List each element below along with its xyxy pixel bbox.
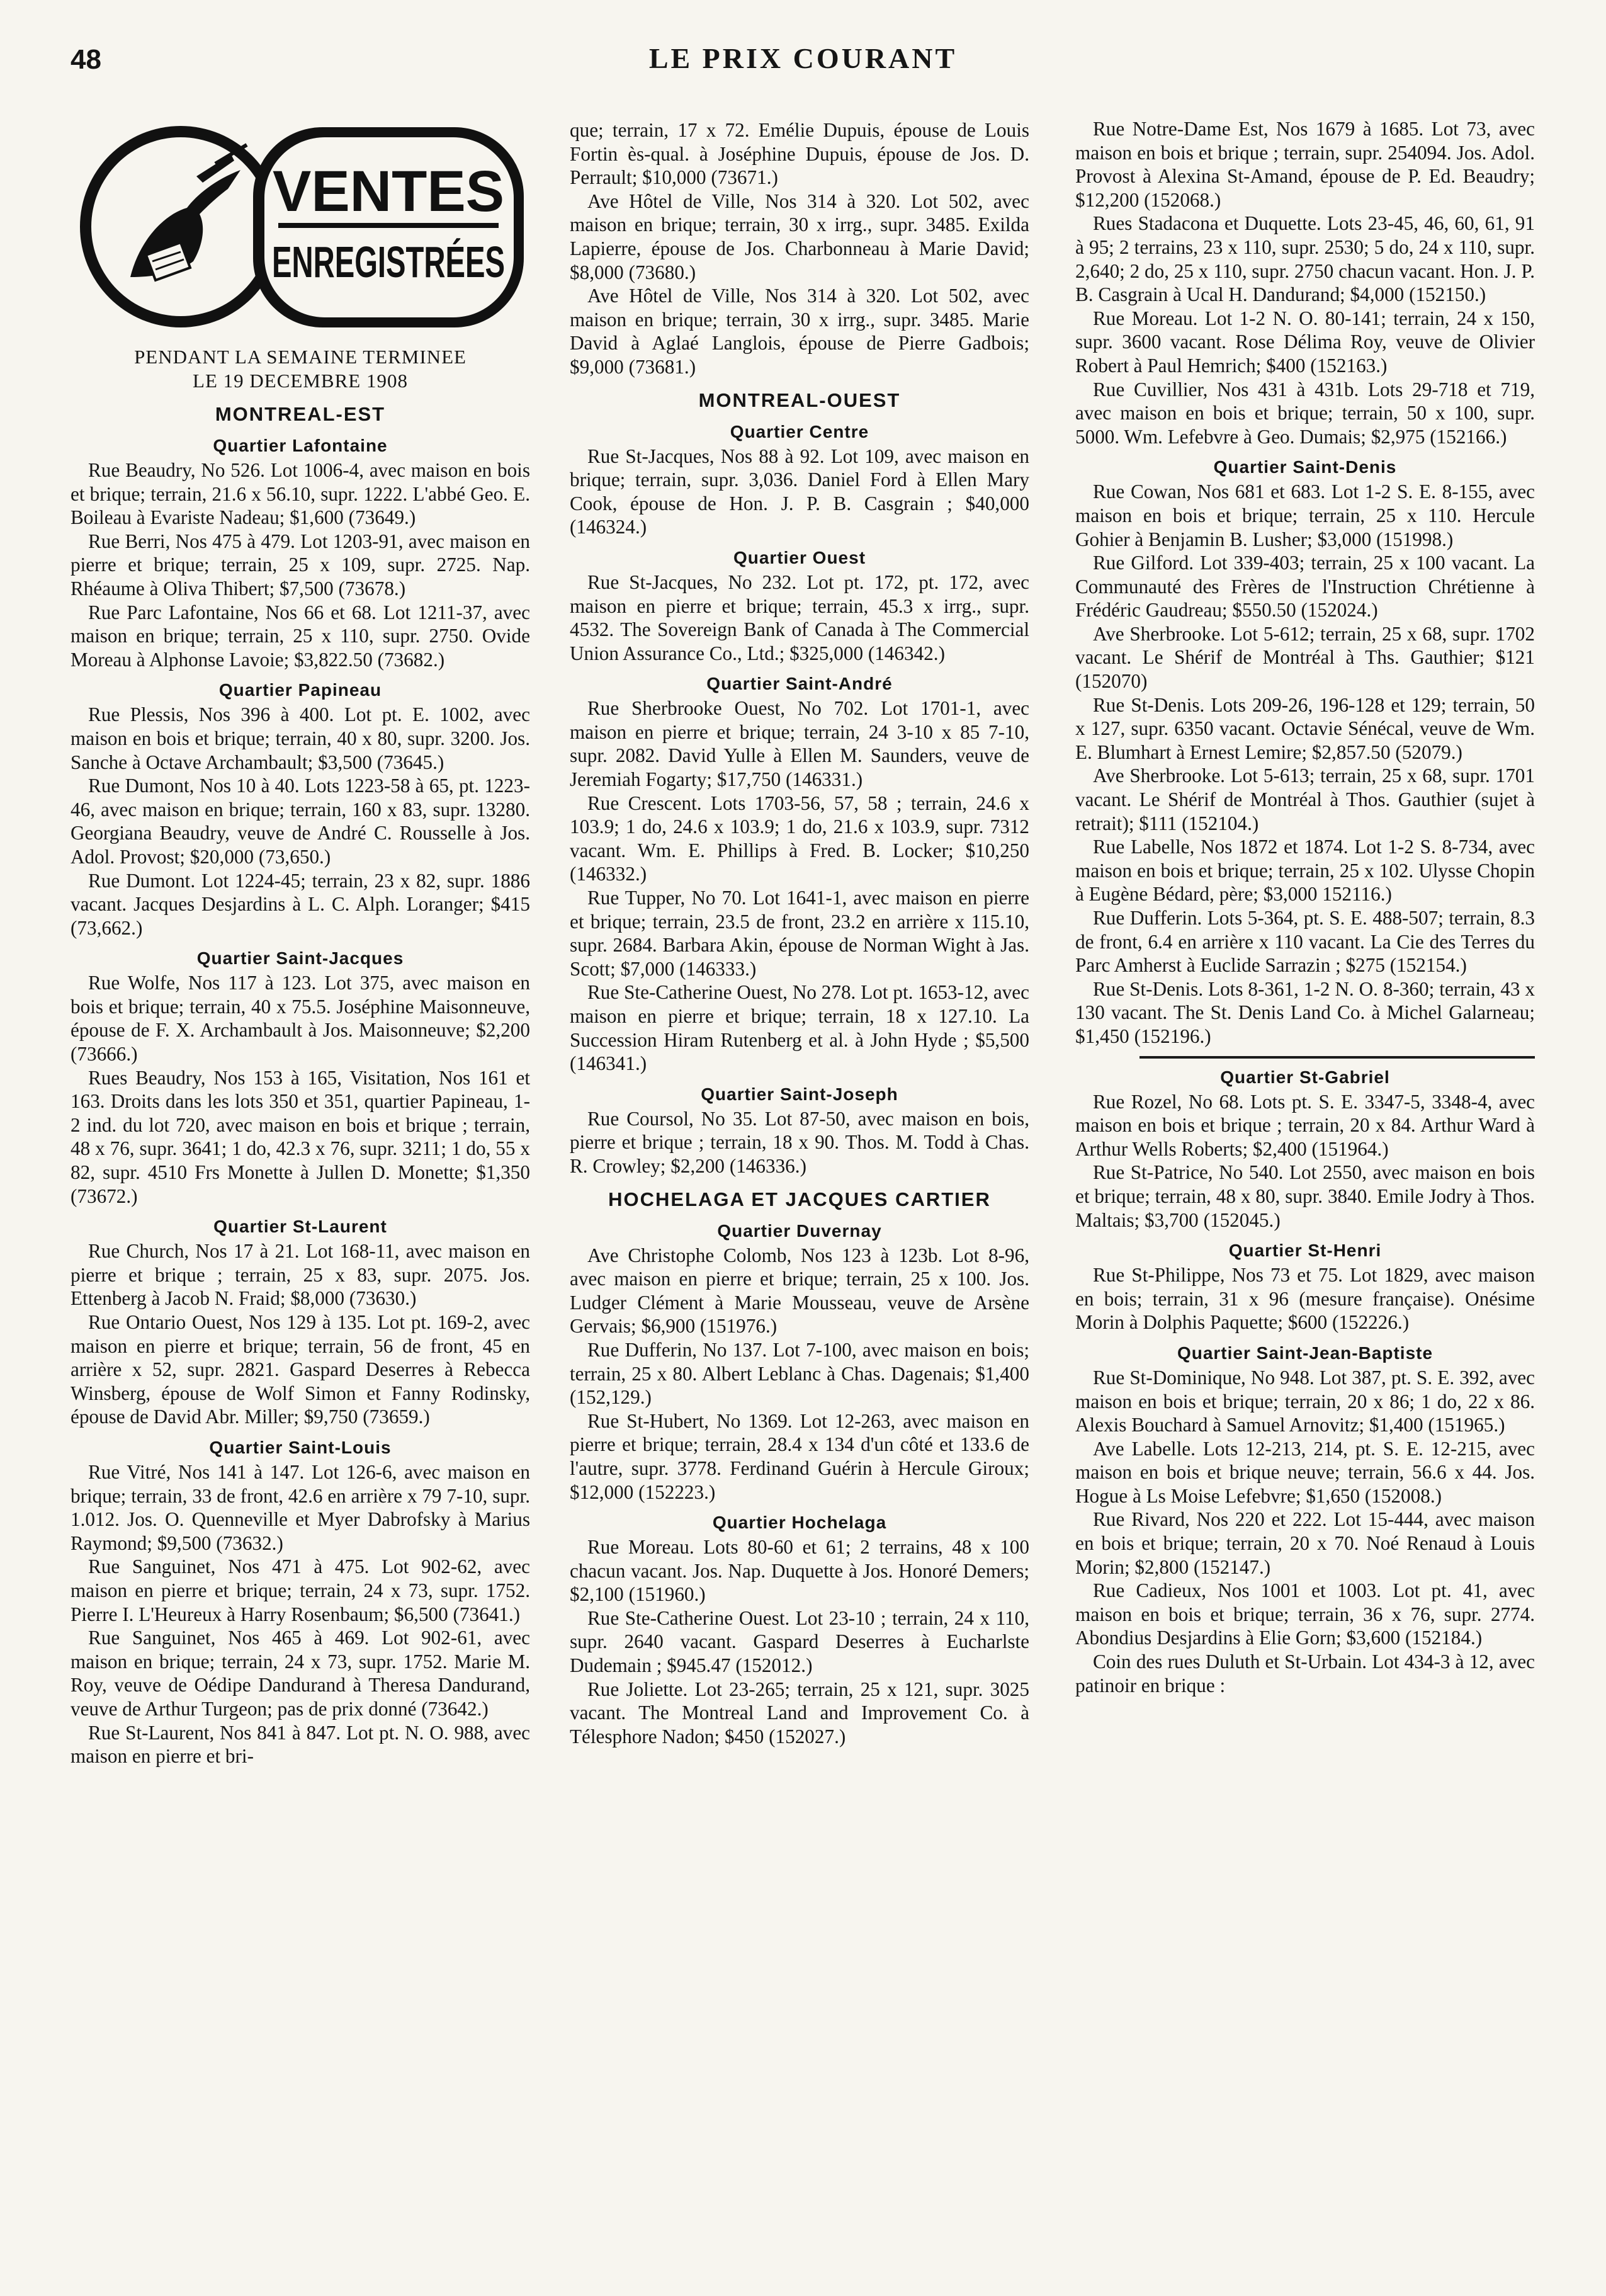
sale-entry: Rue St-Denis. Lots 209-26, 196-128 et 129; terrain, 50 x 127, supr. 6350 vacant. Octavie Sénécal, veuve de Wm. E. Blumhart à Ernest Lemire; $2,857.50 (52079.) — [1075, 693, 1535, 763]
column-2 — [570, 118, 1029, 1748]
sale-entry: Coin des rues Duluth et St-Urbain. Lot 434-3 à 12, avec patinoir en brique : — [1075, 1651, 1535, 1696]
journal-title: LE PRIX COURANT — [648, 42, 958, 74]
logo-line-2: ENREGISTRÉES — [272, 237, 505, 287]
sale-entry: Rue Cadieux, Nos 1001 et 1003. Lot pt. 41, avec maison en bois et brique; terrain, 36 x 76, supr. 2774. Abondius Desjardins à Elie Gorn; $3,600 (152184.) — [1075, 1579, 1535, 1649]
sale-entry: Rue Beaudry, No 526. Lot 1006-4, avec maison en bois et brique; terrain, 21.6 x 56.10, supr. 1222. L'abbé Geo. E. Boileau à Evariste Nadeau; $1,600 (73649.) — [71, 459, 530, 529]
sale-entry: Rue St-Dominique, No 948. Lot 387, pt. S. E. 392, avec maison en bois et brique; terrain, 20 x 86; 1 do, 22 x 86. Alexis Bouchard à Samuel Arnovitz; $1,400 (151965.) — [1075, 1366, 1535, 1436]
sale-entry: Ave Christophe Colomb, Nos 123 à 123b. Lot 8-96, avec maison en pierre et brique; terrain, 25 x 100. Jos. Ludger Clément à Marie Mousseau, veuve de Arsène Gervais; $6,900 (151976.) — [570, 1244, 1029, 1338]
sale-entry: Rue Sherbrooke Ouest, No 702. Lot 1701-1, avec maison en pierre et brique; terrain, 24 3-10 x 85 7-10, supr. 2082. David Yulle à Ellen M. Saunders, veuve de Jeremiah Fogarty; $17,750 (146331.) — [570, 697, 1029, 791]
quarter-heading: Quartier St-Laurent — [213, 1217, 387, 1237]
sale-entry: Rue St-Jacques, No 232. Lot pt. 172, pt. 172, avec maison en pierre et brique; terrain, 45.3 x irrg., supr. 4532. The Sovereign Bank of Canada à The Commercial Union Assurance Co., Ltd.; $325,000 (146342.) — [570, 571, 1029, 664]
sale-entry: Rue St-Philippe, Nos 73 et 75. Lot 1829, avec maison en bois; terrain, 31 x 96 (mesure française). Onésime Morin à Dolphis Paquette; $600 (152226.) — [1075, 1264, 1535, 1334]
sale-entry: Rue Tupper, No 70. Lot 1641-1, avec maison en pierre et brique; terrain, 23.5 de front, 23.2 en arrière x 115.10, supr. 2684. Barbara Akin, épouse de Norman Wight à Jas. Scott; $7,000 (146333.) — [570, 887, 1029, 980]
sale-entry: Rues Beaudry, Nos 153 à 165, Visitation, Nos 161 et 163. Droits dans les lots 350 et 351, quartier Papineau, 1-2 ind. du lot 720, avec maison en bois et brique ; terrain, 48 x 76, supr. 3641; 1 do, 42.3 x 76, supr. 3211; 1 do, 55 x 82, supr. 4510 Frs Monette à Jullen D. Monette; $1,350 (73672.) — [71, 1066, 530, 1207]
quarter-heading: Quartier Hochelaga — [712, 1513, 887, 1533]
sale-entry: Rue Church, Nos 17 à 21. Lot 168-11, avec maison en pierre et brique ; terrain, 25 x 83, supr. 2075. Jos. Ettenberg à Jacob N. Fraid; $8,000 (73630.) — [71, 1240, 530, 1310]
period-line-2: LE 19 DECEMBRE 1908 — [193, 370, 408, 392]
period-heading — [71, 345, 530, 393]
sale-entry: Rue Labelle, Nos 1872 et 1874. Lot 1-2 S. 8-734, avec maison en bois et brique; terrain, 25 x 102. Ulysse Chopin à Eugène Bédard, père; $3,000 152116.) — [1075, 836, 1535, 906]
sale-entry: Ave Sherbrooke. Lot 5-612; terrain, 25 x 68, supr. 1702 vacant. Le Shérif de Montréal à Ths. Gauthier; $121 (152070) — [1075, 622, 1535, 693]
sale-entry: Rue Sanguinet, Nos 471 à 475. Lot 902-62, avec maison en pierre et brique; terrain, 24 x 73, supr. 1752. Pierre I. L'Heureux à Harry Rosenbaum; $6,500 (73641.) — [71, 1555, 530, 1625]
quarter-heading: Quartier Duvernay — [717, 1220, 882, 1241]
sale-entry: Rue St-Patrice, No 540. Lot 2550, avec maison en bois et brique; terrain, 48 x 80, supr. 3840. Emile Jodry à Thos. Maltais; $3,700 (152045.) — [1075, 1161, 1535, 1231]
column-1 — [71, 120, 530, 1768]
sale-entry: Rue Ste-Catherine Ouest. Lot 23-10 ; terrain, 24 x 110, supr. 2640 vacant. Gaspard Deserres à Eucharlste Dudemain ; $945.47 (152012.) — [570, 1606, 1029, 1677]
ventes-enregistrees-logo — [71, 120, 527, 334]
sale-entry: Rue Rivard, Nos 220 et 222. Lot 15-444, avec maison en bois et brique; terrain, 20 x 70. Noé Renaud à Louis Morin; $2,800 (152147.) — [1075, 1508, 1535, 1578]
logo-graphic — [71, 120, 527, 334]
sale-entry: Rue Cuvillier, Nos 431 à 431b. Lots 29-718 et 719, avec maison en bois et brique; terrain, 50 x 100, supr. 5000. Wm. Lefebvre à Geo. Dumais; $2,975 (152166.) — [1075, 378, 1535, 448]
sale-entry: Ave Hôtel de Ville, Nos 314 à 320. Lot 502, avec maison en brique; terrain, 30 x irrg., supr. 3485. Exilda Lapierre, épouse de Jos. Charbonneau à Marie David; $8,000 (73680.) — [570, 190, 1029, 283]
district-heading: MONTREAL-OUEST — [698, 389, 901, 411]
sale-entry: Rue Joliette. Lot 23-265; terrain, 25 x 121, supr. 3025 vacant. The Montreal Land and Improvement Co. à Télesphore Nadon; $450 (152027.) — [570, 1678, 1029, 1748]
sale-entry: Rue St-Jacques, Nos 88 à 92. Lot 109, avec maison en brique; terrain, supr. 3,036. Daniel Ford à Ellen Mary Cook, épouse de Hon. J. P. B. Casgrain ; $40,000 (146324.) — [570, 445, 1029, 538]
quarter-heading: Quartier Ouest — [733, 547, 866, 567]
sale-entry: Rue St-Laurent, Nos 841 à 847. Lot pt. N. O. 988, avec maison en pierre et bri- — [71, 1721, 530, 1768]
sale-entry: Ave Sherbrooke. Lot 5-613; terrain, 25 x 68, supr. 1701 vacant. Le Shérif de Montréal à Thos. Gauthier (sujet à retrait); $111 (152104.) — [1075, 764, 1535, 834]
quarter-heading: Quartier St-Henri — [1228, 1241, 1382, 1261]
sale-entry: Rue St-Hubert, No 1369. Lot 12-263, avec maison en pierre et brique; terrain, 28.4 x 134 d'un côté et 133.6 de l'autre, supr. 3778. Ferdinand Guérin à Hercule Giroux; $12,000 (152223.) — [570, 1409, 1029, 1503]
quarter-heading: Quartier St-Gabriel — [1220, 1067, 1390, 1087]
sale-entry: Rue Crescent. Lots 1703-56, 57, 58 ; terrain, 24.6 x 103.9; 1 do, 24.6 x 103.9; 1 do, 21.6 x 103.9, supr. 7312 vacant. Wm. E. Phillips à Fred. B. Locker; $10,250 (146332.) — [570, 792, 1029, 885]
period-line-1: PENDANT LA SEMAINE TERMINEE — [134, 346, 467, 368]
sale-entry: Rue Dufferin, No 137. Lot 7-100, avec maison en bois; terrain, 25 x 80. Albert Leblanc à Chas. Dagenais; $1,400 (152,129.) — [570, 1338, 1029, 1409]
column-3 — [1075, 117, 1535, 1697]
sale-entry: Rues Stadacona et Duquette. Lots 23-45, 46, 60, 61, 91 à 95; 2 terrains, 23 x 110, supr. 2530; 5 do, 24 x 110, supr. 2,640; 2 do, 25 x 110, supr. 2750 chacun vacant. Hon. J. P. B. Casgrain à Ucal H. Dandurand; $4,000 (152150.) — [1075, 212, 1535, 306]
sale-entry: Rue Wolfe, Nos 117 à 123. Lot 375, avec maison en bois et brique; terrain, 40 x 75.5. Joséphine Maisonneuve, épouse de F. X. Archambault à Jos. Maisonneuve; $2,200 (73666.) — [71, 972, 530, 1066]
quarter-heading: Quartier Lafontaine — [213, 436, 388, 455]
sale-entry: Ave Labelle. Lots 12-213, 214, pt. S. E. 12-215, avec maison en bois et brique neuve; terrain, 56.6 x 44. Jos. Hogue à Ls Moise Lefebvre; $1,650 (152008.) — [1075, 1437, 1535, 1507]
sale-entry: Rue Rozel, No 68. Lots pt. S. E. 3347-5, 3348-4, avec maison en bois et brique ; terrain, 20 x 84. Arthur Ward à Arthur Wells Roberts; $2,400 (151964.) — [1075, 1090, 1535, 1160]
sale-entry: Rue Ontario Ouest, Nos 129 à 135. Lot pt. 169-2, avec maison en pierre et brique; terrain, 56 de front, 45 en arrière x 52, supr. 2821. Gaspard Deserres à Rebecca Winsberg, épouse de Wolf Simon et Fanny Rodinsky, épouse de David Abr. Miller; $9,750 (73659.) — [71, 1311, 530, 1428]
quarter-heading: Quartier Centre — [730, 421, 869, 441]
page-number: 48 — [71, 44, 101, 75]
sale-entry-continued: que; terrain, 17 x 72. Emélie Dupuis, épouse de Louis Fortin ès-qual. à Joséphine Dupuis, épouse de Jos. D. Perrault; $10,000 (73671.) — [570, 119, 1029, 189]
section-divider — [1139, 1056, 1535, 1059]
sale-entry: Ave Hôtel de Ville, Nos 314 à 320. Lot 502, avec maison en brique; terrain, 30 x irrg., supr. 3485. Marie David à Aglaé Langlois, épouse de Pierre Gadbois; $9,000 (73681.) — [570, 285, 1029, 378]
sale-entry: Rue Plessis, Nos 396 à 400. Lot pt. E. 1002, avec maison en bois et brique; terrain, 40 x 80, supr. 3200. Jos. Sanche à Octave Archambault; $3,500 (73645.) — [71, 703, 530, 773]
sale-entry: Rue Parc Lafontaine, Nos 66 et 68. Lot 1211-37, avec maison en brique; terrain, 25 x 110, supr. 2750. Ovide Moreau à Alphonse Lavoie; $3,822.50 (73682.) — [71, 601, 530, 671]
district-heading: HOCHELAGA ET JACQUES CARTIER — [608, 1188, 991, 1210]
sale-entry: Rue Vitré, Nos 141 à 147. Lot 126-6, avec maison en brique; terrain, 33 de front, 42.6 en arrière x 79 7-10, supr. 1.012. Jos. O. Quenneville et Myer Dabrofsky à Marius Raymond; $9,500 (73632.) — [71, 1460, 530, 1554]
sale-entry: Rue Ste-Catherine Ouest, No 278. Lot pt. 1653-12, avec maison en pierre et brique; terrain, 18 x 127.10. La Succession Hiram Rutenberg et al. à John Hyde ; $5,500 (146341.) — [570, 981, 1029, 1075]
sale-entry: Rue Moreau. Lots 80-60 et 61; 2 terrains, 48 x 100 chacun vacant. Jos. Nap. Duquette à Jos. Honoré Demers; $2,100 (151960.) — [570, 1536, 1029, 1606]
sale-entry: Rue Dumont, Nos 10 à 40. Lots 1223-58 à 65, pt. 1223-46, avec maison en brique; terrain, 160 x 83, supr. 13280. Georgiana Beaudry, veuve de André C. Rousselle à Jos. Adol. Provost; $20,000 (73,650.) — [71, 775, 530, 868]
sale-entry: Rue Gilford. Lot 339-403; terrain, 25 x 100 vacant. La Communauté des Frères de l'Instruction Chrétienne à Frédéric Gaudreau; $550.50 (152024.) — [1075, 552, 1535, 622]
quarter-heading: Quartier Saint-Jean-Baptiste — [1177, 1343, 1434, 1363]
quarter-heading: Quartier Saint-Jacques — [196, 948, 404, 969]
sale-entry: Rue St-Denis. Lots 8-361, 1-2 N. O. 8-360; terrain, 43 x 130 vacant. The St. Denis Land Co. à Michel Galarneau; $1,450 (152196.) — [1075, 977, 1535, 1047]
sale-entry: Rue Coursol, No 35. Lot 87-50, avec maison en bois, pierre et brique ; terrain, 18 x 90. Thos. M. Todd à Chas. R. Crowley; $2,200 (146336.) — [570, 1107, 1029, 1177]
sale-entry: Rue Dufferin. Lots 5-364, pt. S. E. 488-507; terrain, 8.3 de front, 6.4 en arrière x 110 vacant. La Cie des Terres du Parc Amherst à Euclide Sarrazin ; $275 (152154.) — [1075, 907, 1535, 977]
logo-line-1: VENTES — [272, 159, 505, 224]
quarter-heading: Quartier Saint-Joseph — [701, 1084, 898, 1104]
sale-entry: Rue Notre-Dame Est, Nos 1679 à 1685. Lot 73, avec maison en bois et brique ; terrain, supr. 254094. Jos. Adol. Provost à Alexina St-Amand, épouse de P. Ed. Beaudry; $12,200 (152068.) — [1075, 118, 1535, 211]
district-heading: MONTREAL-EST — [215, 403, 386, 425]
sale-entry: Rue Berri, Nos 475 à 479. Lot 1203-91, avec maison en pierre et brique; terrain, 25 x 109, supr. 2725. Nap. Rhéaume à Oliva Thibert; $7,500 (73678.) — [71, 530, 530, 600]
sale-entry: Rue Moreau. Lot 1-2 N. O. 80-141; terrain, 24 x 150, supr. 3600 vacant. Rose Délima Roy, veuve de Olivier Robert à Paul Hemrich; $400 (152163.) — [1075, 307, 1535, 377]
sale-entry: Rue Sanguinet, Nos 465 à 469. Lot 902-61, avec maison en brique; terrain, 24 x 73, supr. 1752. Marie M. Roy, veuve de Oédipe Dandurand à Theresa Dandurand, veuve de Arthur Turgeon; pas de prix donné (73642.) — [71, 1627, 530, 1720]
quarter-heading: Quartier Saint-Denis — [1213, 457, 1397, 477]
sale-entry: Rue Dumont. Lot 1224-45; terrain, 23 x 82, supr. 1886 vacant. Jacques Desjardins à L. C. Alph. Loranger; $415 (73,662.) — [71, 869, 530, 939]
quarter-heading: Quartier Papineau — [218, 680, 382, 700]
quarter-heading: Quartier Saint-Louis — [209, 1437, 392, 1457]
quarter-heading: Quartier Saint-André — [706, 674, 893, 694]
sale-entry: Rue Cowan, Nos 681 et 683. Lot 1-2 S. E. 8-155, avec maison en bois et brique; terrain, 25 x 110. Hercule Gohier à Benjamin B. Lusher; $3,000 (151998.) — [1075, 480, 1535, 550]
